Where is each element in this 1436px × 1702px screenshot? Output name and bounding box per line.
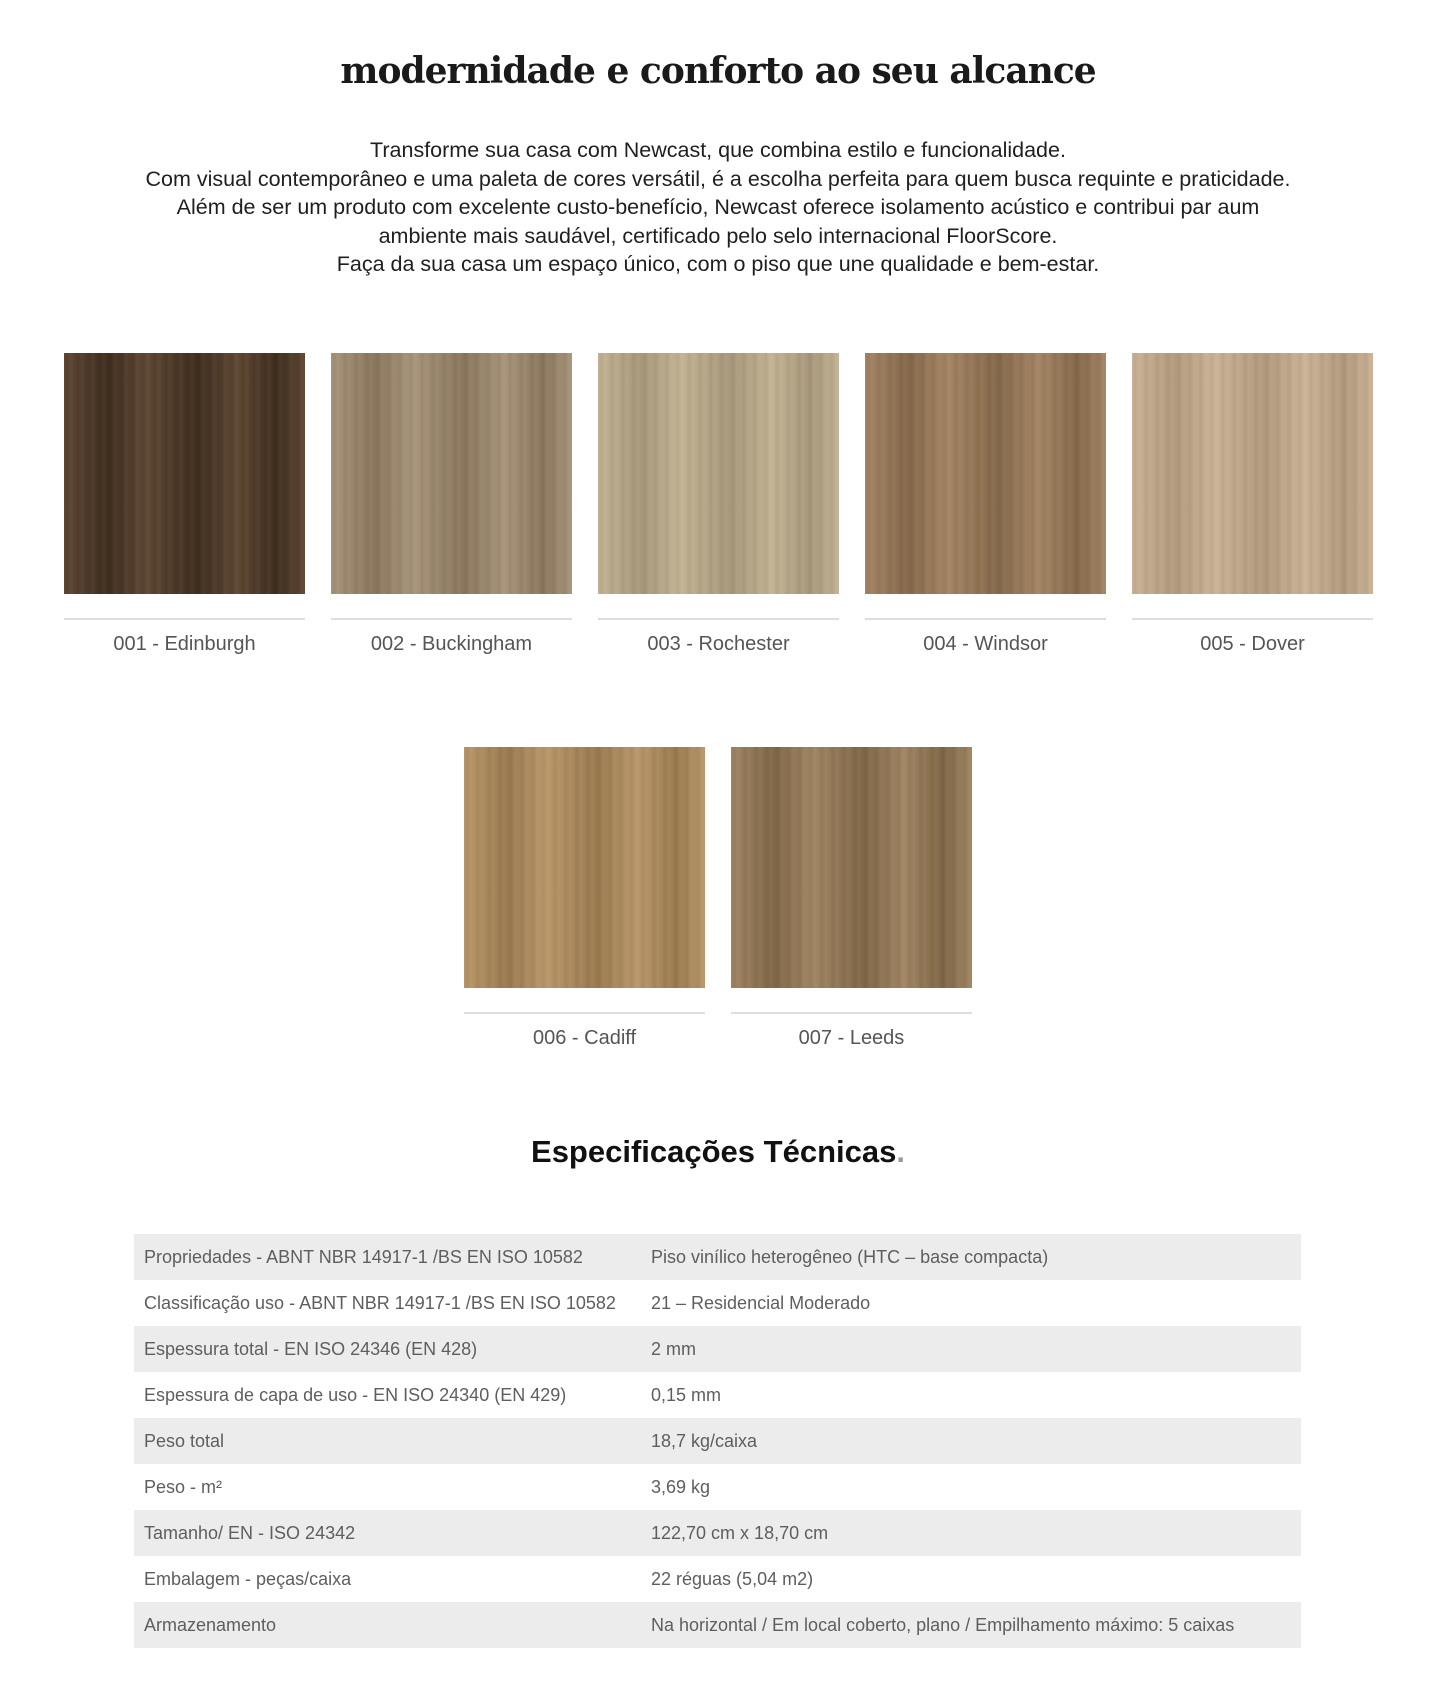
- swatch-label: 002 - Buckingham: [370, 633, 533, 655]
- divider: [731, 1012, 972, 1014]
- divider: [1132, 618, 1373, 620]
- swatch-label: 003 - Rochester: [647, 633, 790, 655]
- spec-key: Classificação uso - ABNT NBR 14917-1 /BS EN ISO 10582: [144, 1292, 616, 1313]
- spec-value: Na horizontal / Em local coberto, plano / Empilhamento máximo: 5 caixas: [641, 1602, 1301, 1648]
- swatch-label: 005 - Dover: [1200, 633, 1305, 655]
- table-row: [134, 1418, 1301, 1464]
- swatch-image[interactable]: [731, 747, 972, 988]
- intro-line: Além de ser um produto com excelente custo-benefício, Newcast oferece isolamento acústico e contribui par aum: [176, 195, 1260, 219]
- swatch-image[interactable]: [598, 353, 839, 594]
- table-row: [134, 1280, 1301, 1326]
- intro-text: [40, 136, 1396, 279]
- divider: [331, 618, 572, 620]
- swatch-label: 006 - Cadiff: [532, 1027, 637, 1049]
- spec-key: Espessura total - EN ISO 24346 (EN 428): [134, 1326, 641, 1372]
- intro-line: Faça da sua casa um espaço único, com o piso que une qualidade e bem-estar.: [336, 252, 1100, 276]
- spec-value: 3,69 kg: [651, 1476, 711, 1497]
- page-title: modernidade e conforto ao seu alcance: [340, 50, 1096, 92]
- swatch-image[interactable]: [331, 353, 572, 594]
- divider: [464, 1012, 705, 1014]
- table-row: [134, 1602, 1301, 1648]
- spec-value: 2 mm: [641, 1326, 1301, 1372]
- table-row: [134, 1510, 1301, 1556]
- swatch-edinburgh[interactable]: [64, 353, 305, 655]
- table-row: [134, 1464, 1301, 1510]
- spec-key: Peso total: [134, 1418, 641, 1464]
- spec-key: Espessura de capa de uso - EN ISO 24340 (EN 429): [144, 1384, 567, 1405]
- specs-title-text: Especificações Técnicas: [531, 1134, 897, 1169]
- swatch-label: 007 - Leeds: [798, 1027, 905, 1049]
- swatch-buckingham[interactable]: [331, 353, 572, 655]
- specs-title-dot: .: [896, 1134, 905, 1169]
- swatch-rochester[interactable]: [598, 353, 839, 655]
- specs-title: [0, 1134, 1436, 1170]
- divider: [598, 618, 839, 620]
- spec-key: Armazenamento: [134, 1602, 641, 1648]
- spec-key: Peso - m²: [144, 1476, 223, 1497]
- spec-value: 18,7 kg/caixa: [641, 1418, 1301, 1464]
- swatch-dover[interactable]: [1132, 353, 1373, 655]
- spec-key: Propriedades - ABNT NBR 14917-1 /BS EN ISO 10582: [134, 1234, 641, 1280]
- spec-key: Tamanho/ EN - ISO 24342: [134, 1510, 641, 1556]
- spec-value: 122,70 cm x 18,70 cm: [641, 1510, 1301, 1556]
- swatch-image[interactable]: [1132, 353, 1373, 594]
- specs-table: [134, 1234, 1301, 1648]
- table-row: [134, 1556, 1301, 1602]
- divider: [865, 618, 1106, 620]
- spec-value: 21 – Residencial Moderado: [651, 1292, 871, 1313]
- spec-value: 22 réguas (5,04 m2): [651, 1568, 814, 1589]
- swatch-windsor[interactable]: [865, 353, 1106, 655]
- swatch-image[interactable]: [64, 353, 305, 594]
- spec-value: Piso vinílico heterogêneo (HTC – base compacta): [641, 1234, 1301, 1280]
- divider: [64, 618, 305, 620]
- swatch-label: 004 - Windsor: [923, 633, 1048, 655]
- swatch-image[interactable]: [464, 747, 705, 988]
- spec-value: 0,15 mm: [651, 1384, 722, 1405]
- table-row: [134, 1326, 1301, 1372]
- table-row: [134, 1372, 1301, 1418]
- intro-line: Transforme sua casa com Newcast, que combina estilo e funcionalidade.: [370, 138, 1066, 162]
- spec-key: Embalagem - peças/caixa: [144, 1568, 352, 1589]
- swatch-image[interactable]: [865, 353, 1106, 594]
- intro-line: Com visual contemporâneo e uma paleta de cores versátil, é a escolha perfeita para quem busca requinte e praticidade.: [145, 166, 1291, 191]
- swatch-leeds[interactable]: [731, 747, 972, 1049]
- table-row: [134, 1234, 1301, 1280]
- swatch-label: 001 - Edinburgh: [113, 633, 256, 655]
- intro-line: ambiente mais saudável, certificado pelo selo internacional FloorScore.: [378, 223, 1058, 248]
- swatch-cadiff[interactable]: [464, 747, 705, 1049]
